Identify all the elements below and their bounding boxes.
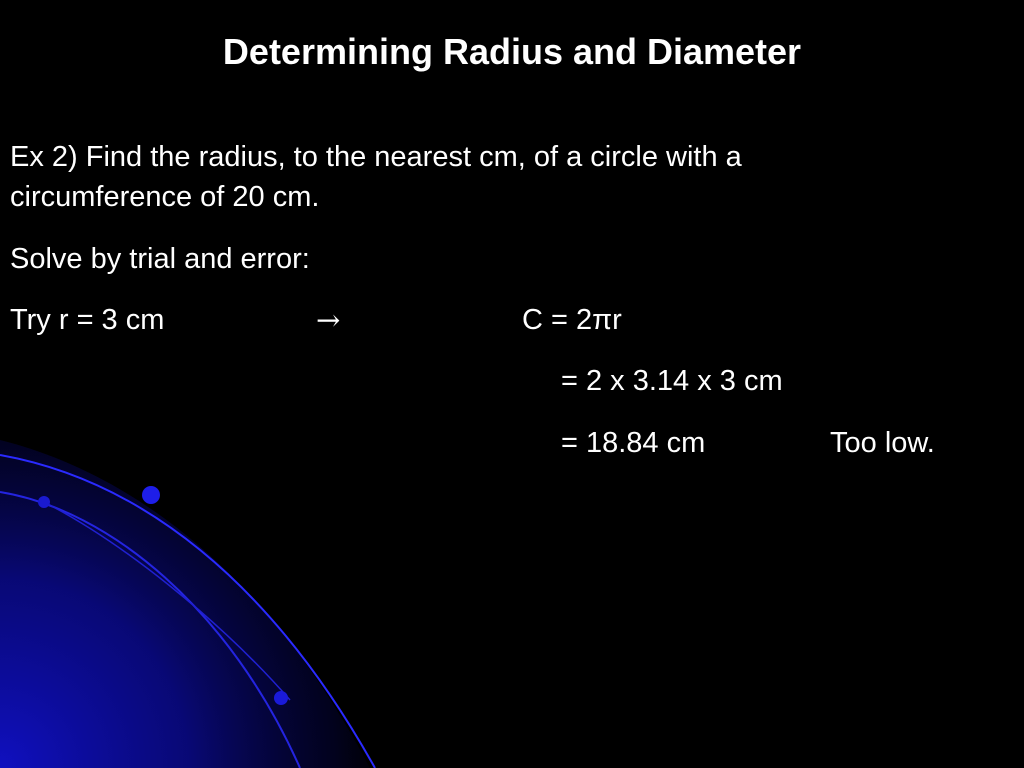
calculation-step-2: = 18.84 cm <box>561 427 706 459</box>
calculation-step-1: = 2 x 3.14 x 3 cm <box>561 365 783 397</box>
slide-title: Determining Radius and Diameter <box>222 31 802 72</box>
problem-text-line-2: circumference of 20 cm. <box>10 181 320 213</box>
method-text: Solve by trial and error: <box>10 243 310 275</box>
problem-text-line-1: Ex 2) Find the radius, to the nearest cm, of a circle with a <box>10 141 742 173</box>
verdict-text: Too low. <box>830 427 935 459</box>
swirl-dot <box>38 496 50 508</box>
right-arrow-icon: → <box>316 303 341 337</box>
swirl-dot <box>142 486 160 504</box>
swirl-dot <box>274 691 288 705</box>
blue-glow-shape <box>0 440 370 768</box>
formula-text: C = 2πr <box>522 304 622 336</box>
trial-text: Try r = 3 cm <box>10 304 165 336</box>
